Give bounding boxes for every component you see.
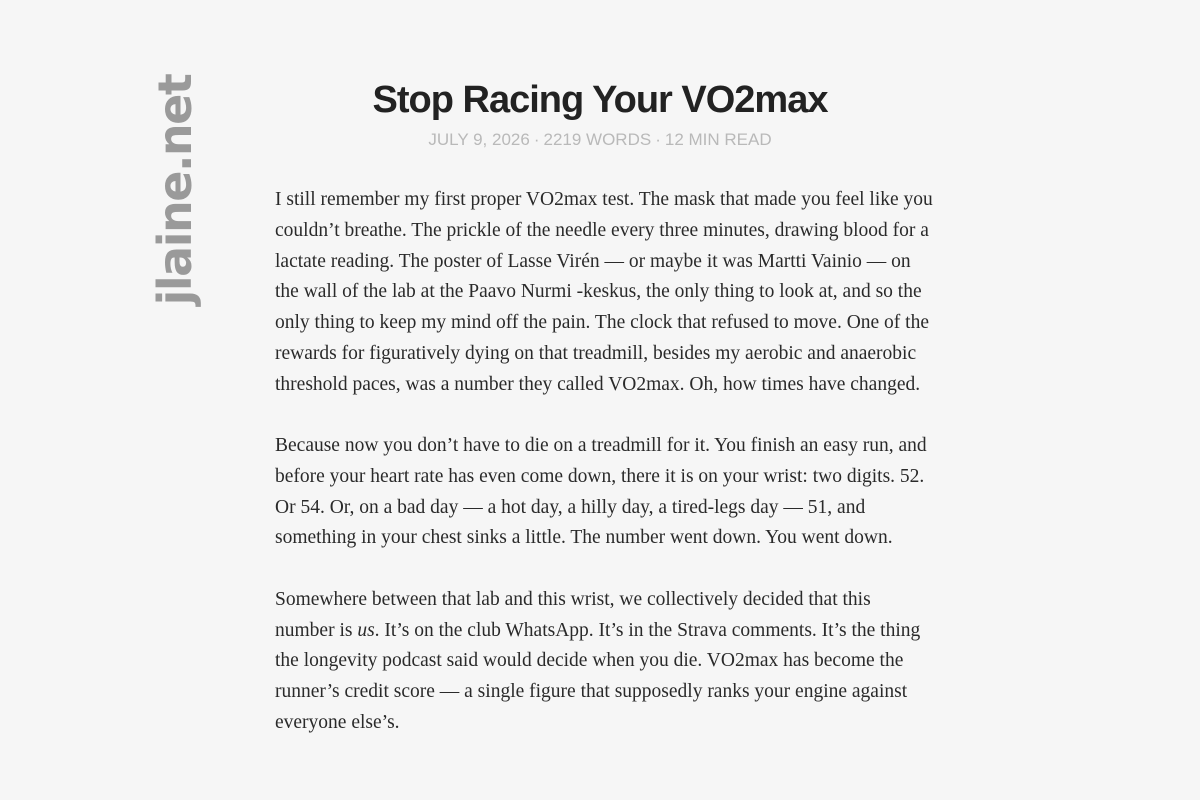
paragraph: Because now you don’t have to die on a treadmill for it. You finish an easy run, and before your heart rate has even come down, there it is on your wrist: two digits. 52. Or 54. Or, on a bad day — a hot day, a hilly day, a tired-legs day — 51, and something in your chest sinks a little. The number went down. You went down. [275,435,927,549]
post-header [0,76,1200,151]
post-title: Stop Racing Your VO2max [372,79,828,121]
paragraph [275,585,935,739]
post-word-count: 2219 WORDS [543,130,652,149]
post-date: JULY 9, 2026 [428,130,530,149]
post-read-time: 12 MIN READ [664,130,772,149]
post-body [275,185,935,769]
paragraph-text: Somewhere between that lab and this wrist, we collectively decided that this number is [275,588,871,641]
site-logo-link[interactable]: jlaine.net [148,74,202,306]
paragraph-text: . It’s on the club WhatsApp. It’s in the Strava comments. It’s the thing the longevity podcast said would decide when you die. VO2max has become the runner’s credit score — a single figure that supposedly ranks your engine against everyone else’s. [275,619,921,733]
meta-separator: · [533,130,540,149]
post-meta [0,129,1200,151]
emphasis-text: us [357,619,375,641]
paragraph: I still remember my first proper VO2max test. The mask that made you feel like you couldn’t breathe. The prickle of the needle every three minutes, drawing blood for a lactate reading. The poster of Lasse Virén — or maybe it was Martti Vainio — on the wall of the lab at the Paavo Nurmi -keskus, the only thing to look at, and so the only thing to keep my mind off the pain. The clock that refused to move. One of the rewards for figuratively dying on that treadmill, besides my aerobic and anaerobic threshold paces, was a number they called VO2max. Oh, how times have changed. [275,189,933,395]
meta-separator: · [655,130,661,149]
